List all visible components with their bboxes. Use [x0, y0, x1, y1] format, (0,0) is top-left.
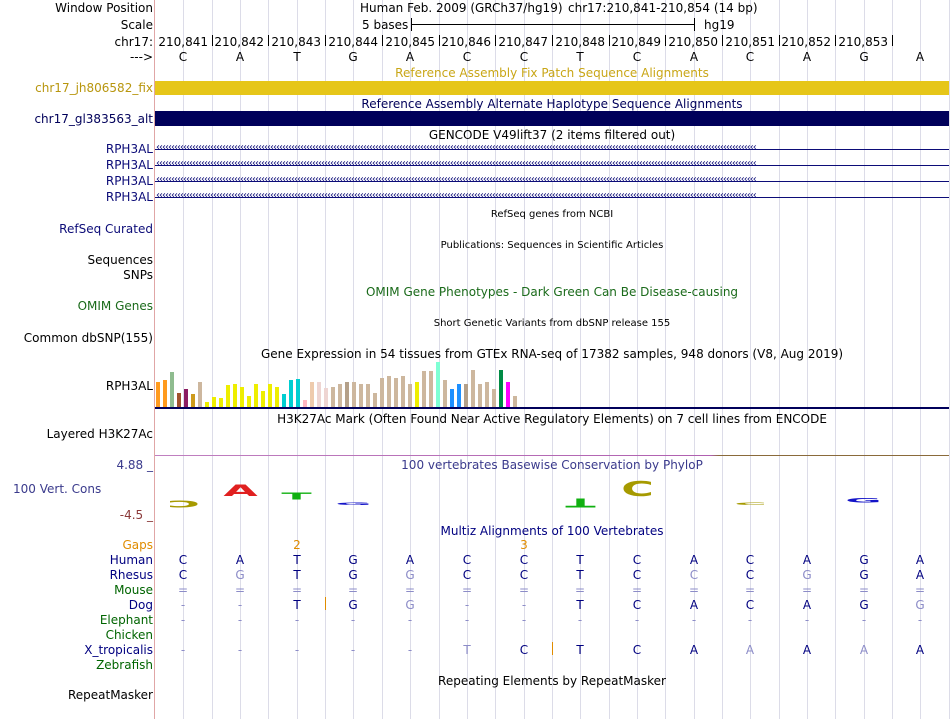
- gtex-tissue-bar[interactable]: [233, 384, 237, 407]
- gtex-tissue-bar[interactable]: [485, 382, 489, 407]
- chrom-label: chr17:: [114, 35, 153, 49]
- alignment-base: A: [689, 643, 699, 657]
- alignment-base: =: [914, 583, 926, 597]
- gtex-tissue-bar[interactable]: [212, 397, 216, 407]
- alignment-base: G: [859, 598, 869, 612]
- reference-base: A: [802, 50, 812, 64]
- reference-base: A: [689, 50, 699, 64]
- coordinate-tick-label: 210,847: [498, 35, 548, 49]
- alignment-base: A: [235, 553, 245, 567]
- conservation-letter: [675, 497, 712, 499]
- alignment-base: -: [747, 613, 753, 627]
- reference-base: G: [859, 50, 869, 64]
- scale-label: Scale: [120, 18, 153, 32]
- coordinate-tick: [892, 35, 893, 46]
- gencode-strand-arrows: ‹‹‹‹‹‹‹‹‹‹‹‹‹‹‹‹‹‹‹‹‹‹‹‹‹‹‹‹‹‹‹‹‹‹‹‹‹‹‹‹‹‹‹‹‹‹‹‹‹‹‹‹‹‹‹‹‹‹‹‹‹‹‹‹‹‹‹‹‹‹‹‹‹‹‹‹‹‹‹‹‹‹‹‹‹‹‹‹‹‹‹‹‹‹‹‹‹‹‹‹‹‹‹‹‹‹‹‹‹‹‹‹‹‹‹‹‹‹‹‹‹‹‹‹‹‹‹‹‹‹‹‹‹‹‹‹‹‹‹‹‹‹‹‹‹‹‹‹‹‹‹‹‹‹‹‹‹‹‹‹‹‹‹‹‹‹‹‹‹‹‹‹‹‹‹‹‹‹‹‹‹‹‹‹‹‹‹‹‹‹‹‹‹‹‹‹‹‹‹‹: [156, 158, 756, 169]
- species-label[interactable]: Dog: [128, 598, 153, 612]
- insertion-marker-xtropicalis: [552, 642, 553, 655]
- species-label[interactable]: Mouse: [114, 583, 153, 597]
- alignment-base: -: [180, 598, 186, 612]
- fix-patch-title[interactable]: Reference Assembly Fix Patch Sequence Alignments: [395, 66, 709, 80]
- scale-text: 5 bases: [362, 18, 409, 32]
- gtex-tissue-bar[interactable]: [338, 384, 342, 407]
- fix-patch-feature[interactable]: [155, 81, 949, 95]
- alignment-base: -: [577, 613, 583, 627]
- coordinate-tick: [382, 35, 383, 46]
- alignment-base: A: [915, 553, 925, 567]
- gtex-tissue-bar[interactable]: [219, 398, 223, 407]
- svg-text:T: T: [281, 490, 312, 502]
- coordinate-tick-label: 210,851: [725, 35, 775, 49]
- reference-base: T: [293, 50, 301, 64]
- gtex-tissue-bar[interactable]: [401, 376, 405, 407]
- omim-label[interactable]: OMIM Genes: [77, 299, 153, 313]
- reference-base: G: [348, 50, 358, 64]
- gtex-tissue-bar[interactable]: [394, 378, 398, 407]
- gtex-tissue-bar[interactable]: [303, 400, 307, 407]
- coordinate-tick: [495, 35, 496, 46]
- reference-base: C: [745, 50, 755, 64]
- gtex-tissue-bar[interactable]: [387, 376, 391, 407]
- gtex-tissue-bar[interactable]: [436, 362, 440, 407]
- reference-base: T: [576, 50, 584, 64]
- gtex-tissue-bar[interactable]: [471, 370, 475, 407]
- repeatmasker-title[interactable]: Repeating Elements by RepeatMasker: [438, 674, 666, 688]
- gencode-item-label[interactable]: RPH3AL: [105, 142, 153, 156]
- gencode-strand-arrows: ‹‹‹‹‹‹‹‹‹‹‹‹‹‹‹‹‹‹‹‹‹‹‹‹‹‹‹‹‹‹‹‹‹‹‹‹‹‹‹‹‹‹‹‹‹‹‹‹‹‹‹‹‹‹‹‹‹‹‹‹‹‹‹‹‹‹‹‹‹‹‹‹‹‹‹‹‹‹‹‹‹‹‹‹‹‹‹‹‹‹‹‹‹‹‹‹‹‹‹‹‹‹‹‹‹‹‹‹‹‹‹‹‹‹‹‹‹‹‹‹‹‹‹‹‹‹‹‹‹‹‹‹‹‹‹‹‹‹‹‹‹‹‹‹‹‹‹‹‹‹‹‹‹‹‹‹‹‹‹‹‹‹‹‹‹‹‹‹‹‹‹‹‹‹‹‹‹‹‹‹‹‹‹‹‹‹‹‹‹‹‹‹‹‹‹‹‹‹‹‹: [156, 142, 756, 153]
- alignment-base: =: [631, 583, 643, 597]
- conservation-letter: [505, 495, 542, 497]
- gtex-tissue-bar[interactable]: [289, 380, 293, 407]
- svg-text:C: C: [167, 498, 200, 510]
- gtex-tissue-bar[interactable]: [331, 387, 335, 407]
- coordinate-tick: [439, 35, 440, 46]
- alignment-base: =: [461, 583, 473, 597]
- gtex-tissue-bar[interactable]: [254, 384, 258, 407]
- alignment-base: C: [745, 598, 755, 612]
- svg-text:A: A: [223, 481, 258, 500]
- coordinate-tick: [665, 35, 666, 46]
- alignment-base: =: [688, 583, 700, 597]
- h3k27ac-title[interactable]: H3K27Ac Mark (Often Found Near Active Regulatory Elements) on 7 cell lines from ENCODE: [277, 412, 827, 426]
- coordinate-tick-label: 210,850: [668, 35, 718, 49]
- gtex-tissue-bar[interactable]: [268, 384, 272, 407]
- conservation-letter: [222, 481, 259, 500]
- alignment-base: -: [464, 598, 470, 612]
- fix-patch-item-label[interactable]: chr17_jh806582_fix: [35, 81, 153, 95]
- coordinate-tick-label: 210,848: [555, 35, 605, 49]
- coordinate-tick-label: 210,849: [611, 35, 661, 49]
- scale-bar-right-tick: [694, 18, 695, 31]
- gtex-title[interactable]: Gene Expression in 54 tissues from GTEx RNA-seq of 17382 samples, 948 donors (V8, Aug 2019): [260, 347, 844, 361]
- gtex-tissue-bar[interactable]: [380, 378, 384, 407]
- gtex-tissue-bar[interactable]: [408, 384, 412, 407]
- alignment-base: -: [634, 613, 640, 627]
- coordinate-tick-label: 210,841: [158, 35, 208, 49]
- gap-count: 2: [293, 538, 301, 552]
- gencode-strand-arrows: ‹‹‹‹‹‹‹‹‹‹‹‹‹‹‹‹‹‹‹‹‹‹‹‹‹‹‹‹‹‹‹‹‹‹‹‹‹‹‹‹‹‹‹‹‹‹‹‹‹‹‹‹‹‹‹‹‹‹‹‹‹‹‹‹‹‹‹‹‹‹‹‹‹‹‹‹‹‹‹‹‹‹‹‹‹‹‹‹‹‹‹‹‹‹‹‹‹‹‹‹‹‹‹‹‹‹‹‹‹‹‹‹‹‹‹‹‹‹‹‹‹‹‹‹‹‹‹‹‹‹‹‹‹‹‹‹‹‹‹‹‹‹‹‹‹‹‹‹‹‹‹‹‹‹‹‹‹‹‹‹‹‹‹‹‹‹‹‹‹‹‹‹‹‹‹‹‹‹‹‹‹‹‹‹‹‹‹‹‹‹‹‹‹‹‹‹‹‹‹‹: [156, 190, 756, 201]
- conservation-letter: [902, 495, 939, 497]
- alignment-base: -: [237, 598, 243, 612]
- gencode-item-label[interactable]: RPH3AL: [105, 174, 153, 188]
- reference-base: C: [632, 50, 642, 64]
- conservation-letter: [165, 497, 202, 510]
- alignment-base: T: [576, 643, 584, 657]
- conservation-min: -4.5 _: [119, 508, 153, 522]
- alignment-base: -: [350, 643, 356, 657]
- publications-label-sequences[interactable]: Sequences: [87, 253, 153, 267]
- gtex-tissue-bar[interactable]: [506, 382, 510, 407]
- alignment-base: G: [235, 568, 245, 582]
- gtex-tissue-bar[interactable]: [156, 382, 160, 407]
- svg-text:G: G: [335, 501, 372, 506]
- position-readout: chr17:210,841-210,854 (14 bp): [568, 1, 758, 15]
- species-label[interactable]: Zebrafish: [96, 658, 153, 672]
- gtex-tissue-bar[interactable]: [296, 379, 300, 407]
- window-position-label: Window Position: [55, 1, 153, 15]
- alignment-base: C: [178, 553, 188, 567]
- gencode-item-label[interactable]: RPH3AL: [105, 190, 153, 204]
- alignment-base: G: [802, 568, 812, 582]
- alignment-base: A: [915, 568, 925, 582]
- gtex-tissue-bar[interactable]: [240, 387, 244, 407]
- alignment-base: =: [744, 583, 756, 597]
- scale-db: hg19: [704, 18, 735, 32]
- h3k27ac-signal-line: [155, 455, 949, 456]
- multiz-title[interactable]: Multiz Alignments of 100 Vertebrates: [440, 524, 664, 538]
- alt-haplo-item-label[interactable]: chr17_gl383563_alt: [34, 112, 153, 126]
- alignment-base: =: [801, 583, 813, 597]
- alignment-base: A: [802, 598, 812, 612]
- coordinate-tick-label: 210,852: [781, 35, 831, 49]
- alignment-base: C: [462, 553, 472, 567]
- assembly-name: Human Feb. 2009 (GRCh37/hg19): [360, 1, 563, 15]
- alignment-base: A: [802, 643, 812, 657]
- conservation-label[interactable]: 100 Vert. Cons: [13, 482, 102, 496]
- alignment-base: -: [861, 613, 867, 627]
- alignment-base: C: [519, 553, 529, 567]
- gtex-tissue-bar[interactable]: [184, 389, 188, 407]
- alignment-base: G: [859, 553, 869, 567]
- gtex-tissue-bar[interactable]: [457, 384, 461, 407]
- coordinate-tick: [609, 35, 610, 46]
- gtex-tissue-bar[interactable]: [415, 382, 419, 407]
- conservation-letter: [845, 492, 882, 505]
- coordinate-tick: [212, 35, 213, 46]
- conservation-letter: [732, 494, 769, 506]
- reference-base: A: [235, 50, 245, 64]
- species-label[interactable]: Chicken: [105, 628, 153, 642]
- gtex-tissue-bar[interactable]: [275, 387, 279, 407]
- alignment-base: C: [632, 568, 642, 582]
- conservation-letter: [619, 477, 656, 502]
- coordinate-tick-label: 210,843: [271, 35, 321, 49]
- alignment-base: -: [464, 613, 470, 627]
- coordinate-tick: [552, 35, 553, 46]
- alignment-base: A: [689, 598, 699, 612]
- alignment-base: -: [804, 613, 810, 627]
- species-label[interactable]: X_tropicalis: [84, 643, 153, 657]
- alignment-base: -: [521, 598, 527, 612]
- coordinate-tick: [722, 35, 723, 46]
- coordinate-tick: [835, 35, 836, 46]
- gtex-tissue-bar[interactable]: [170, 372, 174, 407]
- gtex-label[interactable]: RPH3AL: [105, 379, 153, 393]
- scale-bar: [411, 24, 695, 25]
- gap-count: 3: [520, 538, 528, 552]
- alignment-base: C: [632, 553, 642, 567]
- alignment-base: -: [180, 613, 186, 627]
- strand-label: --->: [129, 50, 153, 64]
- conservation-letter: [789, 497, 826, 499]
- alignment-base: =: [234, 583, 246, 597]
- alignment-base: C: [178, 568, 188, 582]
- coordinate-tick-label: 210,844: [328, 35, 378, 49]
- svg-text:G: G: [845, 497, 882, 505]
- gtex-tissue-bar[interactable]: [450, 389, 454, 407]
- gencode-item-label[interactable]: RPH3AL: [105, 158, 153, 172]
- alignment-base: C: [745, 553, 755, 567]
- alignment-base: C: [689, 568, 699, 582]
- h3k27ac-label[interactable]: Layered H3K27Ac: [46, 427, 153, 441]
- gtex-tissue-bar[interactable]: [198, 382, 202, 407]
- coordinate-tick-label: 210,853: [838, 35, 888, 49]
- alignment-base: =: [291, 583, 303, 597]
- insertion-marker-dog: [325, 597, 326, 610]
- alignment-base: A: [745, 643, 755, 657]
- alignment-base: T: [576, 553, 584, 567]
- omim-title[interactable]: OMIM Gene Phenotypes - Dark Green Can Be Disease-causing: [365, 285, 739, 299]
- gtex-tissue-bar[interactable]: [163, 380, 167, 407]
- coordinate-tick-label: 210,846: [441, 35, 491, 49]
- conservation-letter: [449, 495, 486, 497]
- gtex-tissue-bar[interactable]: [177, 393, 181, 407]
- alignment-base: A: [859, 643, 869, 657]
- alignment-base: =: [574, 583, 586, 597]
- conservation-title[interactable]: 100 vertebrates Basewise Conservation by PhyloP: [401, 458, 703, 472]
- alignment-base: T: [576, 598, 584, 612]
- species-label[interactable]: Rhesus: [109, 568, 153, 582]
- alignment-base: C: [519, 568, 529, 582]
- gtex-tissue-bar[interactable]: [317, 382, 321, 407]
- gtex-tissue-bar[interactable]: [366, 384, 370, 407]
- species-label[interactable]: Elephant: [99, 613, 153, 627]
- alignment-base: A: [405, 553, 415, 567]
- alignment-base: =: [518, 583, 530, 597]
- gtex-tissue-bar[interactable]: [282, 394, 286, 407]
- gtex-tissue-bar[interactable]: [492, 389, 496, 407]
- alignment-base: G: [915, 598, 925, 612]
- reference-base: A: [405, 50, 415, 64]
- dbsnp-label[interactable]: Common dbSNP(155): [23, 331, 153, 345]
- reference-base: C: [462, 50, 472, 64]
- alignment-base: =: [177, 583, 189, 597]
- reference-base: A: [915, 50, 925, 64]
- gtex-tissue-bar[interactable]: [352, 382, 356, 407]
- conservation-letter: [392, 495, 429, 497]
- alignment-base: -: [294, 613, 300, 627]
- alignment-base: G: [348, 598, 358, 612]
- alignment-base: =: [347, 583, 359, 597]
- reference-base: C: [178, 50, 188, 64]
- alignment-base: T: [576, 568, 584, 582]
- gencode-strand-arrows: ‹‹‹‹‹‹‹‹‹‹‹‹‹‹‹‹‹‹‹‹‹‹‹‹‹‹‹‹‹‹‹‹‹‹‹‹‹‹‹‹‹‹‹‹‹‹‹‹‹‹‹‹‹‹‹‹‹‹‹‹‹‹‹‹‹‹‹‹‹‹‹‹‹‹‹‹‹‹‹‹‹‹‹‹‹‹‹‹‹‹‹‹‹‹‹‹‹‹‹‹‹‹‹‹‹‹‹‹‹‹‹‹‹‹‹‹‹‹‹‹‹‹‹‹‹‹‹‹‹‹‹‹‹‹‹‹‹‹‹‹‹‹‹‹‹‹‹‹‹‹‹‹‹‹‹‹‹‹‹‹‹‹‹‹‹‹‹‹‹‹‹‹‹‹‹‹‹‹‹‹‹‹‹‹‹‹‹‹‹‹‹‹‹‹‹‹‹‹‹‹: [156, 174, 756, 185]
- alignment-base: T: [463, 643, 471, 657]
- scale-bar-left-tick: [411, 18, 412, 31]
- alignment-base: G: [405, 568, 415, 582]
- gtex-tissue-bar[interactable]: [345, 382, 349, 407]
- alignment-base: A: [915, 643, 925, 657]
- gtex-tissue-bar[interactable]: [429, 371, 433, 407]
- conservation-letter: [278, 489, 315, 502]
- alignment-base: C: [745, 568, 755, 582]
- alignment-base: C: [519, 643, 529, 657]
- svg-text:T: T: [565, 495, 596, 510]
- alignment-base: =: [404, 583, 416, 597]
- alt-haplo-title[interactable]: Reference Assembly Alternate Haplotype Sequence Alignments: [361, 97, 743, 111]
- alignment-base: -: [407, 643, 413, 657]
- coordinate-tick-label: 210,845: [385, 35, 435, 49]
- gencode-title[interactable]: GENCODE V49lift37 (2 items filtered out): [428, 128, 676, 142]
- publications-title[interactable]: Publications: Sequences in Scientific Articles: [440, 240, 664, 251]
- gtex-tissue-bar[interactable]: [373, 393, 377, 407]
- gtex-tissue-bar[interactable]: [191, 394, 195, 407]
- reference-base: C: [519, 50, 529, 64]
- alignment-base: G: [348, 553, 358, 567]
- alignment-base: C: [632, 598, 642, 612]
- alt-haplo-feature[interactable]: [155, 111, 949, 126]
- gtex-tissue-bar[interactable]: [478, 384, 482, 407]
- conservation-letter: [335, 494, 372, 506]
- alignment-base: -: [521, 613, 527, 627]
- gtex-tissue-bar[interactable]: [443, 380, 447, 407]
- gtex-tissue-bar[interactable]: [359, 384, 363, 407]
- svg-text:C: C: [734, 501, 767, 506]
- coordinate-tick: [779, 35, 780, 46]
- gtex-tissue-bar[interactable]: [499, 370, 503, 407]
- alignment-base: T: [293, 598, 301, 612]
- gaps-label[interactable]: Gaps: [122, 538, 153, 552]
- repeatmasker-label[interactable]: RepeatMasker: [67, 688, 153, 702]
- alignment-base: T: [293, 568, 301, 582]
- alignment-base: C: [632, 643, 642, 657]
- alignment-base: =: [858, 583, 870, 597]
- gtex-barchart[interactable]: [156, 362, 536, 407]
- conservation-max: 4.88 _: [116, 458, 153, 472]
- alignment-base: -: [407, 613, 413, 627]
- publications-label-snps[interactable]: SNPs: [123, 268, 153, 282]
- coordinate-tick: [268, 35, 269, 46]
- alignment-base: T: [293, 553, 301, 567]
- refseq-label[interactable]: RefSeq Curated: [59, 222, 153, 236]
- alignment-base: A: [689, 553, 699, 567]
- alignment-base: -: [294, 643, 300, 657]
- refseq-title[interactable]: RefSeq genes from NCBI: [490, 209, 614, 220]
- dbsnp-title[interactable]: Short Genetic Variants from dbSNP release 155: [433, 318, 671, 329]
- gtex-baseline: [155, 407, 949, 409]
- svg-text:C: C: [621, 477, 654, 502]
- gtex-tissue-bar[interactable]: [247, 396, 251, 407]
- alignment-base: -: [237, 643, 243, 657]
- gtex-tissue-bar[interactable]: [226, 385, 230, 407]
- gtex-tissue-bar[interactable]: [261, 391, 265, 407]
- species-label[interactable]: Human: [109, 553, 153, 567]
- alignment-base: G: [348, 568, 358, 582]
- alignment-base: -: [350, 613, 356, 627]
- alignment-base: -: [180, 643, 186, 657]
- alignment-base: -: [237, 613, 243, 627]
- gtex-tissue-bar[interactable]: [324, 388, 328, 407]
- coordinate-tick: [325, 35, 326, 46]
- gtex-tissue-bar[interactable]: [513, 396, 517, 407]
- gtex-tissue-bar[interactable]: [464, 384, 468, 407]
- alignment-base: C: [462, 568, 472, 582]
- alignment-base: -: [917, 613, 923, 627]
- alignment-base: -: [691, 613, 697, 627]
- alignment-base: G: [859, 568, 869, 582]
- coordinate-tick-label: 210,842: [214, 35, 264, 49]
- alignment-base: A: [802, 553, 812, 567]
- alignment-base: G: [405, 598, 415, 612]
- gtex-tissue-bar[interactable]: [422, 371, 426, 407]
- conservation-letter: [562, 495, 599, 510]
- gtex-tissue-bar[interactable]: [310, 382, 314, 407]
